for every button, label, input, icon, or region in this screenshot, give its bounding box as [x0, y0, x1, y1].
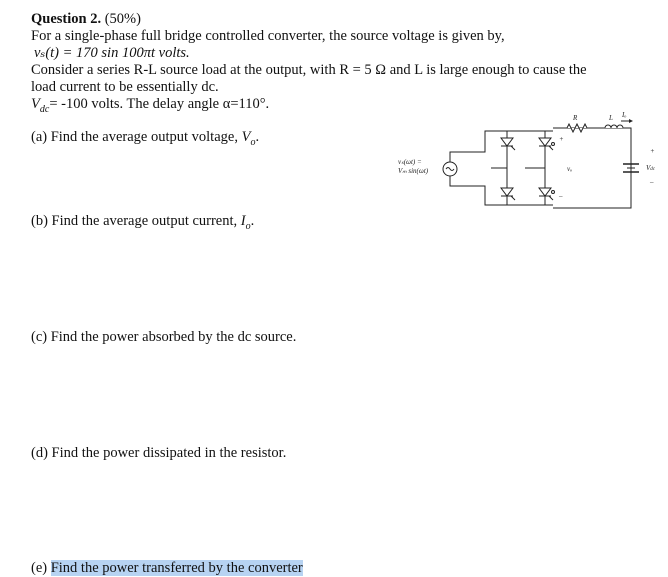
- part-b-subscript: o: [245, 220, 251, 232]
- vdc-line: [31, 96, 269, 113]
- question-weight: (50%): [104, 11, 141, 27]
- vdc-symbol: V: [31, 96, 40, 112]
- output-voltage-label: vₒ: [567, 165, 573, 173]
- part-a: [31, 129, 259, 146]
- output-minus-sign: –: [559, 192, 563, 200]
- part-a-period: .: [255, 129, 260, 145]
- source-label-line-2: Vₘ sin(ωt): [398, 167, 429, 175]
- current-label: Iₒ: [622, 111, 627, 119]
- part-b: [31, 213, 254, 230]
- part-b-symbol: I: [240, 213, 246, 229]
- part-b-period: .: [250, 213, 255, 229]
- dc-minus-sign: –: [650, 178, 654, 186]
- inductor-icon: [605, 125, 623, 128]
- resistor-icon: [567, 124, 587, 132]
- part-c: (c) Find the power absorbed by the dc source.: [31, 329, 297, 345]
- bridge-converter-circuit: [395, 108, 665, 210]
- part-e[interactable]: [31, 560, 303, 577]
- dc-plus-sign: +: [650, 147, 655, 155]
- intro-line-2: Consider a series R-L source load at the output, with R = 5 Ω and L is large enough to cause the: [31, 62, 587, 78]
- vdc-statement: = -100 volts. The delay angle α=110°.: [49, 96, 270, 112]
- part-a-text: (a) Find the average output voltage,: [31, 129, 242, 145]
- output-plus-sign: +: [559, 135, 564, 143]
- part-b-text: (b) Find the average output current,: [31, 213, 241, 229]
- part-a-symbol: V: [241, 129, 251, 145]
- dc-source-label: [646, 164, 656, 172]
- part-e-selected-text[interactable]: Find the power transferred by the converter: [50, 560, 303, 576]
- inductor-label: L: [609, 114, 613, 122]
- dc-source-symbol: V: [646, 164, 651, 172]
- part-a-subscript: o: [250, 136, 256, 148]
- source-equation: vₛ(t) = 170 sin 100πt volts.: [34, 45, 190, 61]
- intro-line-3: load current to be essentially dc.: [31, 79, 219, 95]
- resistor-label: R: [573, 114, 578, 122]
- source-label-line-1: vₛ(ωt) =: [398, 158, 422, 166]
- intro-line-1: For a single-phase full bridge controlled converter, the source voltage is given by,: [31, 28, 505, 44]
- vdc-subscript: dc: [39, 103, 50, 115]
- part-e-label: (e): [31, 560, 51, 576]
- part-d: (d) Find the power dissipated in the resistor.: [31, 445, 287, 461]
- dc-source-subscript: dc: [650, 167, 656, 172]
- question-title: [31, 11, 141, 28]
- question-number: Question 2.: [31, 11, 102, 27]
